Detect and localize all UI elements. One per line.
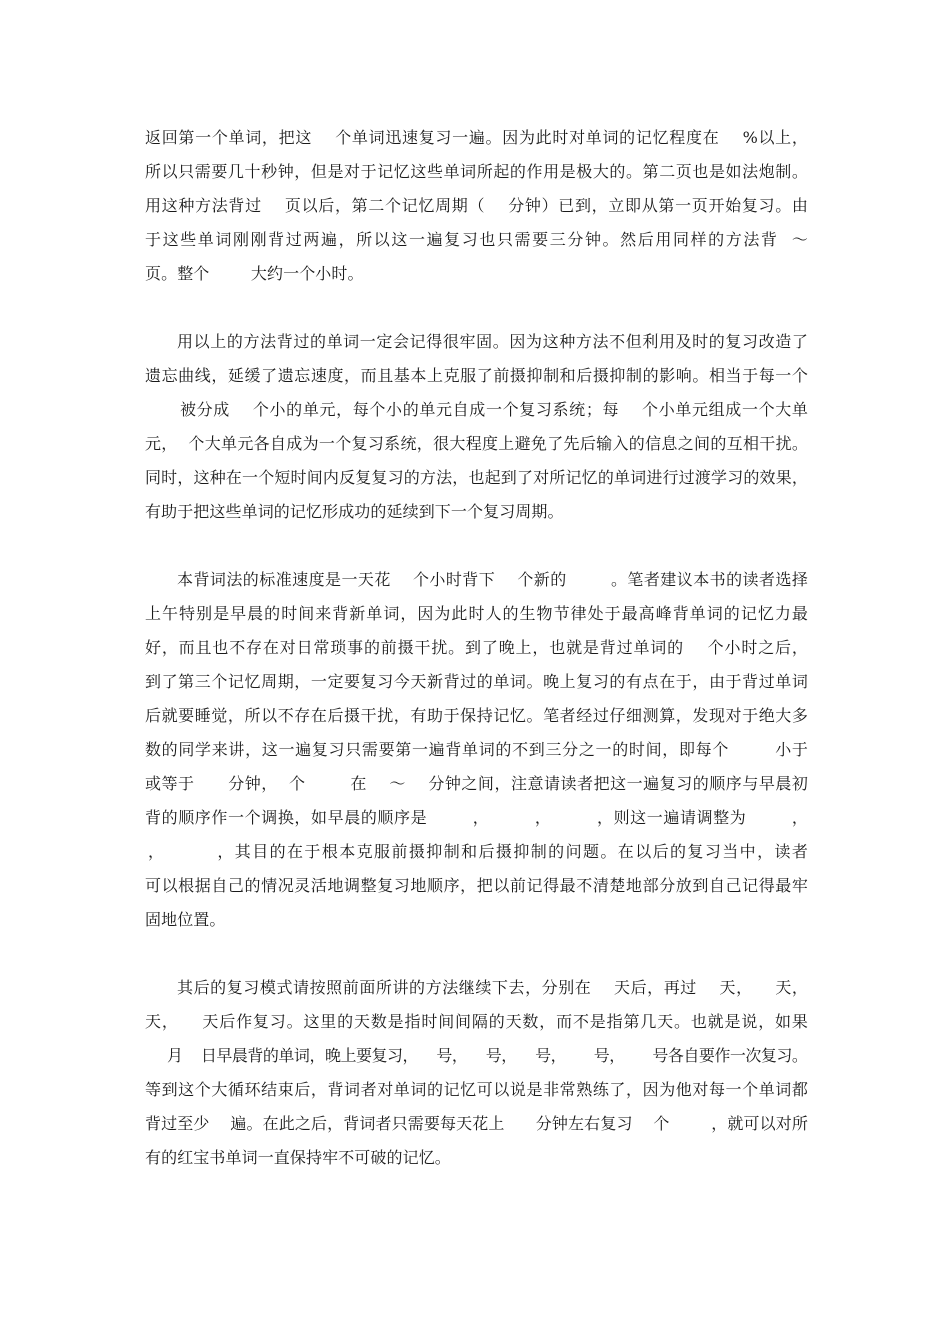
- text-line: 好，而且也不存在对日常琐事的前摄干扰。到了晚上，也就是背过单词的 个小时之后，: [145, 638, 809, 657]
- text-line: 可以根据自己的情况灵活地调整复习地顺序，把以前记得最不清楚地部分放到自己记得最牢: [145, 876, 809, 895]
- text-line: 或等于 分钟， 个 在 ～ 分钟之间，注意请读者把这一遍复习的顺序与早晨初: [145, 774, 809, 793]
- text-line: 页。整个 大约一个小时。: [145, 264, 364, 283]
- text-line: 有助于把这些单词的记忆形成功的延续到下一个复习周期。: [145, 502, 564, 521]
- text-line: 用这种方法背过 页以后，第二个记忆周期（ 分钟）已到，立即从第一页开始复习。由: [145, 196, 809, 215]
- text-line: 背过至少 遍。在此之后，背词者只需要每天花上 分钟左右复习 个 ，就可以对所: [145, 1114, 809, 1133]
- text-line: 月 日早晨背的单词，晚上要复习， 号， 号， 号， 号， 号各自要作一次复习。: [167, 1046, 808, 1065]
- text-line: 元， 个大单元各自成为一个复习系统，很大程度上避免了先后输入的信息之间的互相干扰。: [145, 434, 809, 453]
- text-line: 有的红宝书单词一直保持牢不可破的记忆。: [145, 1148, 451, 1167]
- text-line: 上午特别是早晨的时间来背新单词，因为此时人的生物节律处于最高峰背单词的记忆力最: [145, 604, 809, 623]
- text-line: 被分成 个小的单元，每个小的单元自成一个复习系统；每 个小单元组成一个大单: [180, 400, 809, 419]
- text-line: 用以上的方法背过的单词一定会记得很牢固。因为这种方法不但利用及时的复习改造了: [177, 332, 809, 351]
- text-line: 其后的复习模式请按照前面所讲的方法继续下去，分别在 天后，再过 天， 天，: [177, 978, 809, 997]
- text-line: 所以只需要几十秒钟，但是对于记忆这些单词所起的作用是极大的。第二页也是如法炮制。: [145, 162, 809, 181]
- text-line: 数的同学来讲，这一遍复习只需要第一遍背单词的不到三分之一的时间，即每个 小于: [145, 740, 809, 759]
- text-line: 后就要睡觉，所以不存在后摄干扰，有助于保持记忆。笔者经过仔细测算，发现对于绝大多: [145, 706, 809, 725]
- text-line: 固地位置。: [145, 910, 226, 929]
- text-line: 等到这个大循环结束后，背词者对单词的记忆可以说是非常熟练了，因为他对每一个单词都: [145, 1080, 809, 1099]
- text-line: 同时，这种在一个短时间内反复复习的方法，也起到了对所记忆的单词进行过渡学习的效果，: [145, 468, 809, 487]
- text-line: 天， 天后作复习。这里的天数是指时间间隔的天数，而不是指第几天。也就是说，如果: [145, 1012, 809, 1031]
- text-line: 返回第一个单词，把这 个单词迅速复习一遍。因为此时对单词的记忆程度在 %以上，: [145, 128, 809, 147]
- text-line: 于这些单词刚刚背过两遍，所以这一遍复习也只需要三分钟。然后用同样的方法背 ～: [145, 230, 810, 249]
- text-line: 背的顺序作一个调换，如早晨的顺序是 ， ， ，则这一遍请调整为 ，: [145, 808, 809, 827]
- text-line: 遗忘曲线，延缓了遗忘速度，而且基本上克服了前摄抑制和后摄抑制的影响。相当于每一个: [145, 366, 809, 385]
- text-line: ， ，其目的在于根本克服前摄抑制和后摄抑制的问题。在以后的复习当中，读者: [148, 842, 810, 861]
- text-line: 到了第三个记忆周期，一定要复习今天新背过的单词。晚上复习的有点在于，由于背过单词: [145, 672, 809, 691]
- text-line: 本背词法的标准速度是一天花 个小时背下 个新的 。笔者建议本书的读者选择: [177, 570, 809, 589]
